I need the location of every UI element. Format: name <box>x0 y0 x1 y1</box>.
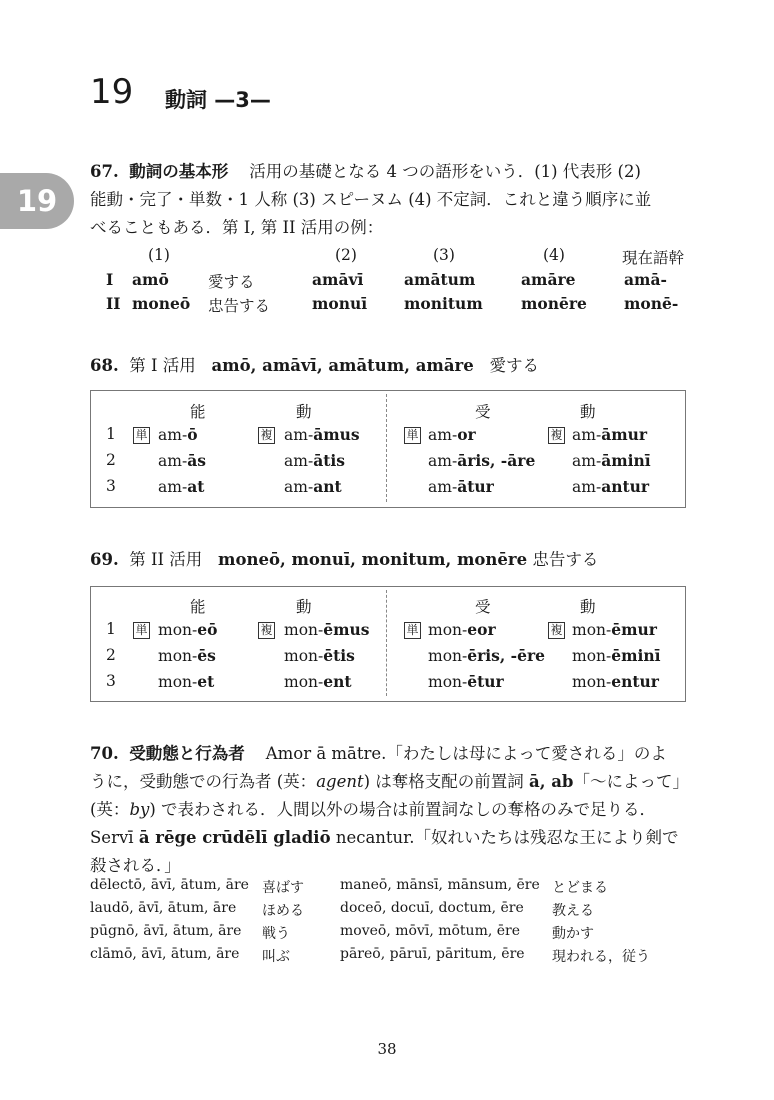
ending: entur <box>611 672 659 691</box>
col-header-4: (4) <box>543 246 565 264</box>
active-label-2: 動 <box>296 403 312 421</box>
vocab-latin: moveō, mōvī, mōtum, ēre <box>340 923 521 939</box>
section-68-forms: amō, amāvī, amātum, amāre <box>211 356 474 375</box>
text: Servī <box>90 828 139 847</box>
conjugation-form <box>572 672 659 691</box>
stem: am- <box>158 426 188 444</box>
section-69-heading <box>90 546 598 574</box>
conjugation-form <box>158 451 206 470</box>
conjugation-form <box>284 620 370 639</box>
ending: ēmur <box>611 620 657 639</box>
conjugation-form <box>158 620 217 639</box>
ending: et <box>197 672 215 691</box>
conjugation-form <box>428 477 494 496</box>
vocab-latin: doceō, docuī, doctum, ēre <box>340 900 524 916</box>
section-67-text1: 活用の基礎となる 4 つの語形をいう．(1) 代表形 (2) <box>249 162 641 181</box>
col-header-1: (1) <box>148 246 170 264</box>
row-numeral: II <box>106 294 121 313</box>
section-70-line3 <box>90 796 656 824</box>
stem: am- <box>284 426 314 444</box>
stem: am- <box>158 452 188 470</box>
ending: ās <box>187 451 206 470</box>
passive-label-2: 動 <box>580 403 596 421</box>
active-label-2: 動 <box>296 598 312 616</box>
ending: ant <box>313 477 342 496</box>
active-label-1: 能 <box>190 598 206 616</box>
conjugation-form <box>572 477 649 496</box>
row-form4: amāre <box>521 270 576 289</box>
section-68-heading <box>90 352 539 380</box>
col-header-stem: 現在語幹 <box>622 249 685 267</box>
ending: ent <box>323 672 352 691</box>
stem: am- <box>284 452 314 470</box>
section-69-meaning: 忠告する <box>532 550 599 569</box>
ending: āminī <box>601 451 651 470</box>
ending: ātur <box>457 477 494 496</box>
ending: at <box>187 477 205 496</box>
text-by: by <box>129 800 150 819</box>
stem: mon- <box>572 621 612 639</box>
stem: am- <box>572 478 602 496</box>
text-agent: agent <box>316 772 364 791</box>
ending: eō <box>197 620 218 639</box>
stem: mon- <box>284 647 324 665</box>
passive-label-2: 動 <box>580 598 596 616</box>
section-70-line5: 殺される．」 <box>90 856 181 875</box>
conjugation-form <box>284 451 345 470</box>
text: 「〜によって」 <box>573 772 689 791</box>
stem: am- <box>158 478 188 496</box>
conjugation-form <box>284 646 355 665</box>
person-number: 3 <box>106 672 116 690</box>
plural-marker: 複 <box>258 427 275 444</box>
ending: āmus <box>313 425 360 444</box>
col-header-3: (3) <box>433 246 455 264</box>
section-67-title: 動詞の基本形 <box>129 162 229 181</box>
table-divider <box>386 590 387 696</box>
conjugation-form <box>428 646 545 665</box>
vocab-latin: clāmō, āvī, ātum, āre <box>90 946 240 962</box>
section-67-line3: べることもある．第 I, 第 II 活用の例： <box>90 218 384 237</box>
section-68-label: 第 I 活用 <box>129 356 196 375</box>
ending: eor <box>467 620 496 639</box>
stem: mon- <box>428 621 468 639</box>
ending: ēminī <box>611 646 661 665</box>
person-number: 2 <box>106 646 116 664</box>
row-form3: monitum <box>404 294 483 313</box>
row-meaning: 忠告する <box>208 297 271 315</box>
person-number: 3 <box>106 477 116 495</box>
text: (英： <box>90 800 130 819</box>
conjugation-form <box>428 425 476 444</box>
row-form2: monuī <box>312 294 368 313</box>
section-69-forms: moneō, monuī, monitum, monēre <box>218 550 528 569</box>
vocab-meaning: 戦う <box>262 926 290 942</box>
ending: āris, -āre <box>457 451 536 470</box>
person-number: 1 <box>106 425 116 443</box>
ending: ētis <box>323 646 355 665</box>
vocab-meaning: とどまる <box>552 880 608 896</box>
stem: mon- <box>158 621 198 639</box>
text-bold: ā rēge crūdēlī gladiō <box>138 828 331 847</box>
ending: ēris, -ēre <box>467 646 546 665</box>
active-label-1: 能 <box>190 403 206 421</box>
stem: mon- <box>284 673 324 691</box>
text: ) は奪格支配の前置詞 <box>363 772 530 791</box>
section-70-line1 <box>90 740 667 768</box>
vocab-meaning: 喜ばす <box>262 880 304 896</box>
stem: mon- <box>428 673 468 691</box>
conjugation-form <box>284 672 352 691</box>
singular-marker: 単 <box>404 427 421 444</box>
text-bold: ā, ab <box>529 772 574 791</box>
text: ) で表わされる．人間以外の場合は前置詞なしの奪格のみで足りる． <box>149 800 657 819</box>
ending: āmur <box>601 425 648 444</box>
passive-label-1: 受 <box>475 598 491 616</box>
vocab-meaning: 叫ぶ <box>262 949 290 965</box>
stem: am- <box>572 452 602 470</box>
plural-marker: 複 <box>548 427 565 444</box>
conjugation-form <box>428 451 535 470</box>
stem: mon- <box>284 621 324 639</box>
section-69-label: 第 II 活用 <box>129 550 203 569</box>
row-form3: amātum <box>404 270 476 289</box>
section-70-line4 <box>90 824 679 852</box>
plural-marker: 複 <box>258 622 275 639</box>
ending: antur <box>601 477 650 496</box>
stem: am- <box>572 426 602 444</box>
stem: mon- <box>572 647 612 665</box>
ending: or <box>457 425 476 444</box>
singular-marker: 単 <box>404 622 421 639</box>
vocab-meaning: 動かす <box>552 926 594 942</box>
passive-label-1: 受 <box>475 403 491 421</box>
vocab-meaning: ほめる <box>262 903 304 919</box>
text: necantur.「奴れいたちは残忍な王により剣で <box>330 828 679 847</box>
conjugation-form <box>572 451 651 470</box>
ending: ātis <box>313 451 346 470</box>
vocab-latin: maneō, mānsī, mānsum, ēre <box>340 877 540 893</box>
chapter-title: 動詞 —3— <box>165 88 271 112</box>
section-70-text1: Amor ā mātre.「わたしは母によって愛される」のよ <box>265 744 667 763</box>
stem: mon- <box>428 647 468 665</box>
row-stem: amā- <box>624 270 667 289</box>
col-header-2: (2) <box>335 246 357 264</box>
row-form1: moneō <box>132 294 191 313</box>
vocab-meaning: 教える <box>552 903 594 919</box>
stem: mon- <box>158 673 198 691</box>
section-70-number: 70. <box>90 744 119 763</box>
conjugation-form <box>572 425 647 444</box>
conjugation-form <box>284 477 342 496</box>
singular-marker: 単 <box>133 427 150 444</box>
section-68-meaning: 愛する <box>489 356 540 375</box>
row-numeral: I <box>106 270 114 289</box>
section-70-title: 受動態と行為者 <box>129 744 245 763</box>
ending: ō <box>187 425 198 444</box>
conjugation-form <box>158 425 198 444</box>
conjugation-form <box>428 620 496 639</box>
conjugation-form <box>284 425 360 444</box>
conjugation-form <box>428 672 504 691</box>
singular-marker: 単 <box>133 622 150 639</box>
row-form4: monēre <box>521 294 587 313</box>
text: うに，受動態での行為者 (英： <box>90 772 317 791</box>
ending: ētur <box>467 672 504 691</box>
stem: am- <box>428 426 458 444</box>
stem: mon- <box>158 647 198 665</box>
row-form1: amō <box>132 270 169 289</box>
person-number: 2 <box>106 451 116 469</box>
stem: am- <box>284 478 314 496</box>
chapter-tab: 19 <box>0 173 74 229</box>
vocab-latin: pūgnō, āvī, ātum, āre <box>90 923 242 939</box>
conjugation-form <box>572 620 657 639</box>
conjugation-form <box>158 477 204 496</box>
row-stem: monē- <box>624 294 679 313</box>
conjugation-form <box>158 646 216 665</box>
plural-marker: 複 <box>548 622 565 639</box>
stem: am- <box>428 478 458 496</box>
stem: am- <box>428 452 458 470</box>
section-69-number: 69. <box>90 550 119 569</box>
section-68-number: 68. <box>90 356 119 375</box>
ending: ēmus <box>323 620 370 639</box>
ending: ēs <box>197 646 216 665</box>
stem: mon- <box>572 673 612 691</box>
person-number: 1 <box>106 620 116 638</box>
conjugation-form <box>158 672 214 691</box>
section-67-number: 67. <box>90 162 119 181</box>
row-meaning: 愛する <box>208 273 255 291</box>
vocab-latin: pāreō, pāruī, pāritum, ēre <box>340 946 525 962</box>
section-67-line1 <box>90 158 690 186</box>
vocab-meaning: 現われる，従う <box>552 949 650 965</box>
chapter-number: 19 <box>90 72 134 112</box>
page-number: 38 <box>377 1040 397 1058</box>
row-form2: amāvī <box>312 270 364 289</box>
section-67-line2: 能動・完了・単数・1 人称 (3) スピーヌム (4) 不定詞．これと違う順序に並 <box>90 190 652 209</box>
vocab-latin: dēlectō, āvī, ātum, āre <box>90 877 249 893</box>
conjugation-form <box>572 646 661 665</box>
table-divider <box>386 394 387 502</box>
vocab-latin: laudō, āvī, ātum, āre <box>90 900 237 916</box>
section-70-line2 <box>90 768 689 796</box>
